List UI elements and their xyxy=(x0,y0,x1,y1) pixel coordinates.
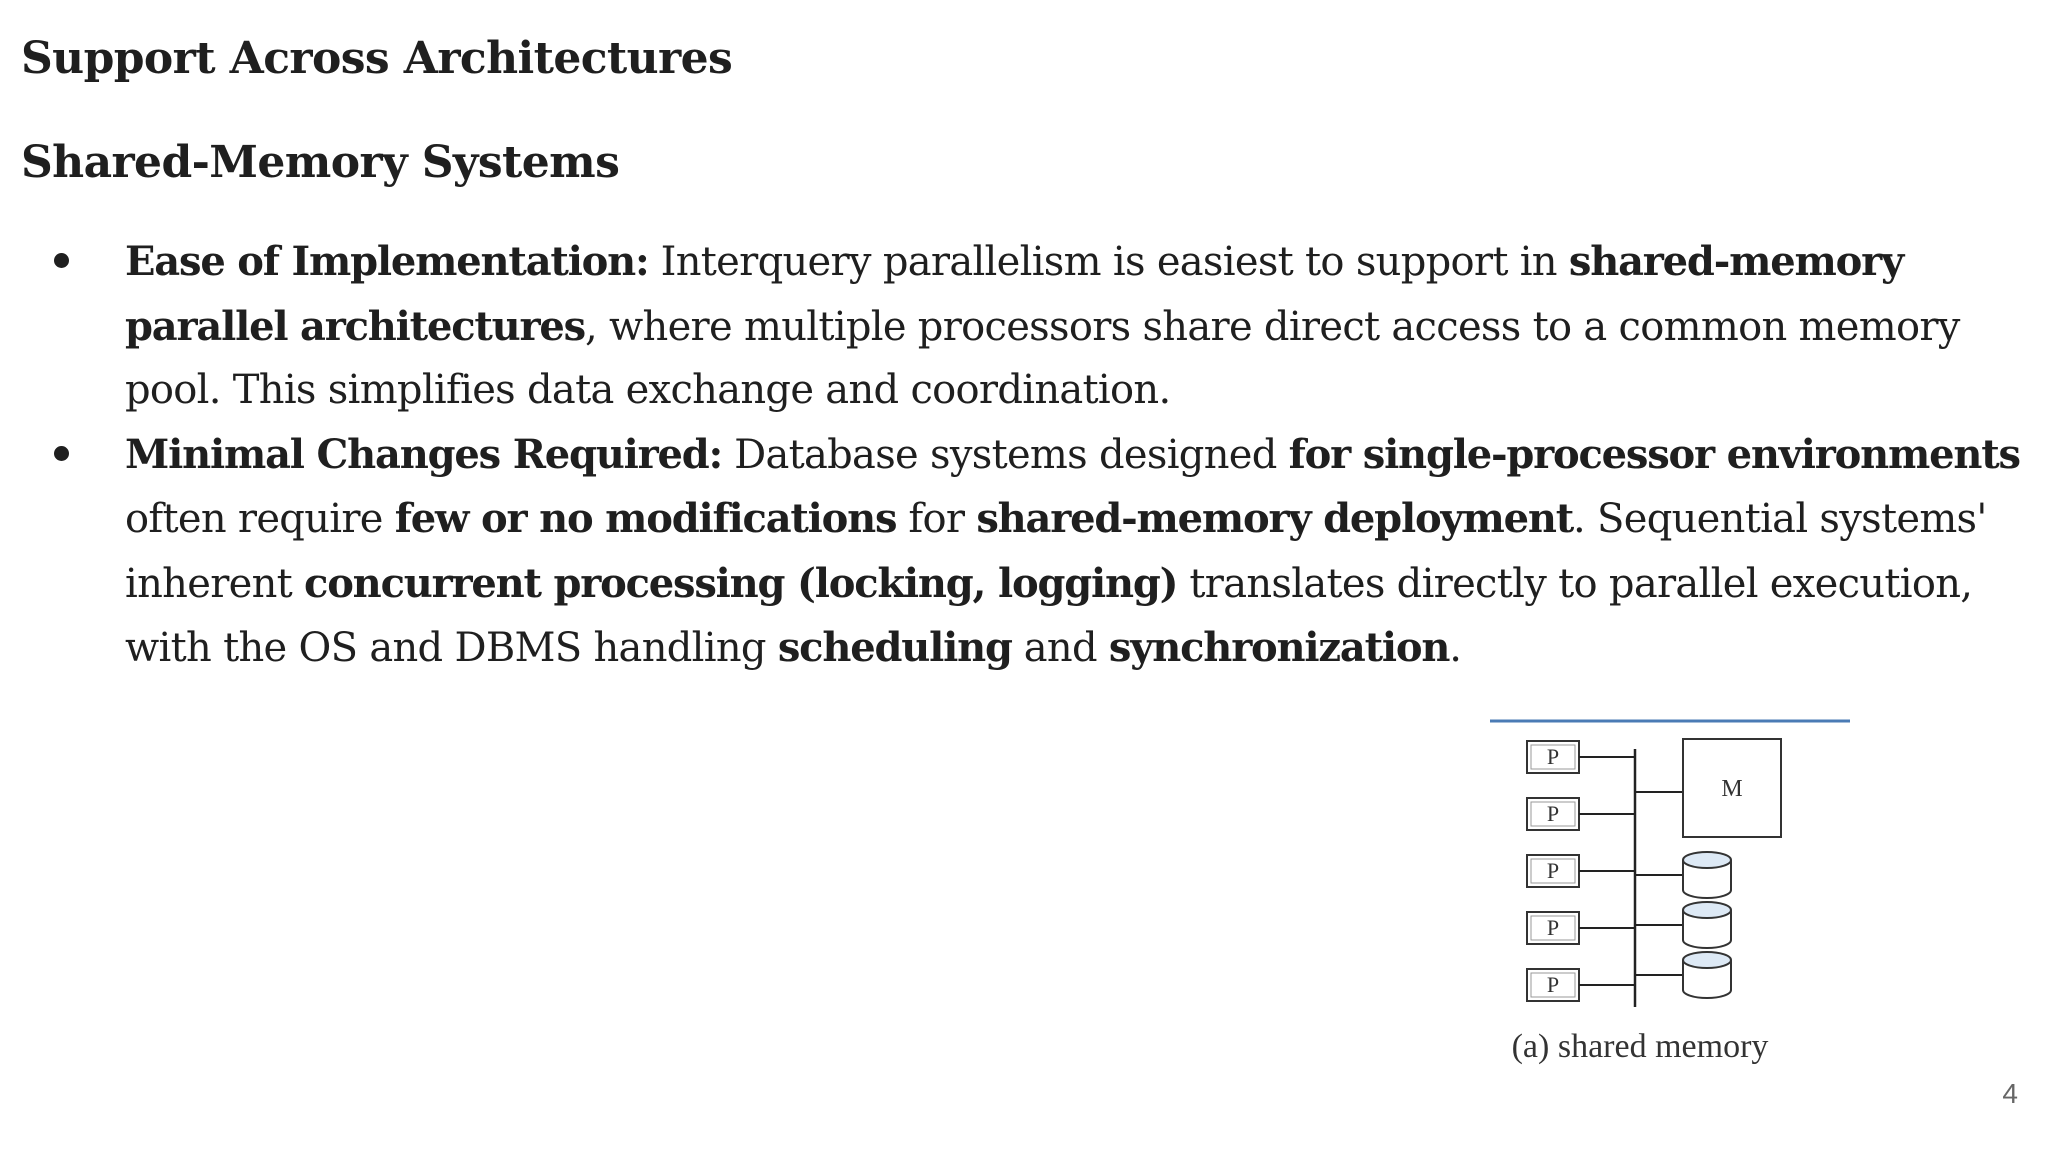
bullet-line xyxy=(125,230,1925,295)
bullet-item xyxy=(0,230,1960,423)
body-text: often require xyxy=(125,496,395,542)
body-text: inherent xyxy=(125,560,305,607)
disk-group xyxy=(1635,852,1731,998)
processor-label: P xyxy=(1546,858,1560,883)
body-text: with the OS and DBMS handling xyxy=(125,625,778,671)
body-text: pool. This simplifies data exchange and coordination. xyxy=(125,367,1171,413)
section-subtitle: Shared-Memory Systems xyxy=(21,137,620,188)
bold-text: few or no modifications xyxy=(394,495,897,542)
bullet-line xyxy=(125,423,2020,488)
disk-top-icon xyxy=(1683,852,1731,868)
bold-text: shared-memory deployment xyxy=(976,495,1573,542)
bold-text: parallel architectures xyxy=(125,302,585,350)
bullet-line xyxy=(125,487,1987,552)
bold-text: concurrent processing (locking, logging) xyxy=(304,559,1178,607)
body-text: Interquery parallelism is easiest to support in xyxy=(648,239,1569,285)
body-text: translates directly to parallel execution, xyxy=(1177,560,1973,607)
bold-text: Minimal Changes Required: xyxy=(125,430,723,478)
bullet-line xyxy=(125,616,1925,681)
processor-group xyxy=(1527,741,1635,1001)
processor-label: P xyxy=(1546,744,1560,769)
disk-top-icon xyxy=(1683,952,1731,968)
bullet-line xyxy=(125,552,1973,617)
bold-text: scheduling xyxy=(777,624,1012,671)
bullet-dot-icon xyxy=(54,446,69,461)
processor-label: P xyxy=(1546,915,1560,940)
bold-text: shared-memory xyxy=(1568,238,1903,285)
body-text: for xyxy=(896,496,977,542)
bold-text: for single-processor environments xyxy=(1288,430,2020,478)
bullet-item xyxy=(0,423,2020,681)
memory-label: M xyxy=(1721,776,1743,802)
bullet-dot-icon xyxy=(54,253,69,268)
bullet-line xyxy=(125,295,1960,360)
bullet-line xyxy=(125,359,1925,423)
page-number: 4 xyxy=(2002,1078,2018,1109)
bold-text: synchronization xyxy=(1108,624,1450,671)
body-text: and xyxy=(1011,625,1109,671)
bullet-list xyxy=(0,230,2048,681)
body-text: . xyxy=(1449,625,1462,671)
shared-memory-diagram xyxy=(1475,705,1870,1075)
disk-top-icon xyxy=(1683,902,1731,918)
slide-title: Support Across Architectures xyxy=(21,33,733,84)
processor-label: P xyxy=(1546,801,1560,826)
body-text: Database systems designed xyxy=(722,431,1289,478)
processor-label: P xyxy=(1546,972,1560,997)
body-text: . Sequential systems' xyxy=(1573,496,1987,542)
figure-caption: (a) shared memory xyxy=(1511,1028,1769,1065)
body-text: , where multiple processors share direct access to a common memory xyxy=(584,303,1960,350)
bold-text: Ease of Implementation: xyxy=(125,238,649,285)
